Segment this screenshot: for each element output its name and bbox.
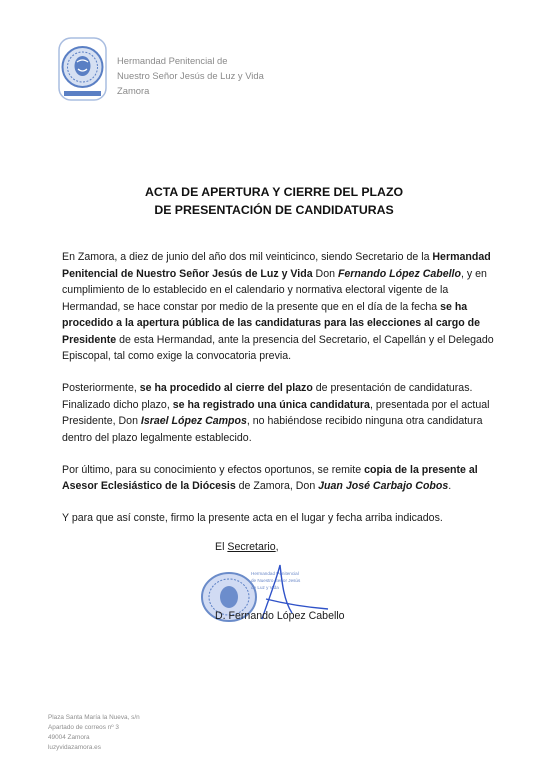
footer-postal: 49004 Zamora	[48, 734, 90, 741]
president-name: Israel López Campos	[140, 415, 247, 427]
paragraph-3: Por último, para su conocimiento y efectos oportunos, se remite copia de la presente al Asesor Eclesiástico de la Diócesis de Zamora, Don Juan José Carbajo Cobos.	[62, 463, 478, 492]
signature-line: El Secretario,	[215, 541, 279, 553]
letterhead-text	[117, 53, 264, 98]
paragraph-4: Y para que así conste, firmo la presente acta en el lugar y fecha arriba indicados.	[62, 512, 443, 524]
brotherhood-name: Hermandad Penitencial de Nuestro Señor Jesús de Luz y Vida	[62, 251, 491, 280]
svg-text:de Nuestro Señor Jesús: de Nuestro Señor Jesús	[251, 578, 301, 583]
footer-contact	[48, 713, 140, 753]
letterhead-line-2: Nuestro Señor Jesús de Luz y Vida	[117, 70, 264, 81]
footer-web[interactable]: luzyvidazamora.es	[48, 744, 101, 751]
opening-statement: se ha procedido a la apertura pública de las candidaturas para las elecciones al cargo de Presidente	[62, 300, 481, 346]
brotherhood-emblem-icon	[55, 36, 110, 102]
signature-role: Secretario	[227, 541, 276, 553]
svg-text:de Luz y Vida: de Luz y Vida	[251, 585, 279, 590]
title-line-1: ACTA DE APERTURA Y CIERRE DEL PLAZO	[144, 185, 404, 199]
closing-statement: se ha procedido al cierre del plazo	[139, 382, 313, 394]
document-title	[0, 183, 548, 219]
paragraph-1: En Zamora, a diez de junio del año dos mil veinticinco, siendo Secretario de la Hermandad Penitencial de Nuestro Señor Jesús de Luz y Vida Don Fernando López Cabello, y en cumplimiento de lo establecido en el calendario y normativa electoral vigente de la Hermandad, se hace constar por medio de la presente que en el día de la fecha se ha procedido a la apertura pública de las candidaturas para las elecciones al cargo de Presidente de esta Hermandad, ante la presencia del Secretario, el Capellán y el Delegado Episcopal, tal como exige la convocatoria previa.	[62, 251, 494, 362]
single-candidacy-statement: se ha registrado una única candidatura	[172, 398, 370, 411]
footer-address: Plaza Santa María la Nueva, s/n	[48, 714, 140, 721]
paragraph-2: Posteriormente, se ha procedido al cierre del plazo de presentación de candidaturas. Finalizado dicho plazo, se ha registrado una única candidatura, presentada por el actual Presidente, Don Israel López Campos, no habiéndose recibido ninguna otra candidatura dentro del plazo legalmente establecido.	[62, 382, 490, 444]
secretary-name: Fernando López Cabello	[337, 267, 461, 280]
copy-recipient: copia de la presente al Asesor Eclesiástico de la Diócesis	[62, 463, 478, 492]
letterhead	[55, 36, 375, 102]
title-line-2: DE PRESENTACIÓN DE CANDIDATURAS	[154, 203, 394, 217]
letterhead-line-3: Zamora	[117, 85, 150, 96]
advisor-name: Juan José Carbajo Cobos	[318, 480, 449, 492]
signer-name: D. Fernando López Cabello	[215, 610, 345, 622]
svg-text:Hermandad Penitencial: Hermandad Penitencial	[251, 571, 299, 576]
letterhead-line-1: Hermandad Penitencial de	[117, 55, 228, 66]
footer-po-box: Apartado de correos nº 3	[48, 724, 119, 731]
document-body	[62, 249, 502, 542]
